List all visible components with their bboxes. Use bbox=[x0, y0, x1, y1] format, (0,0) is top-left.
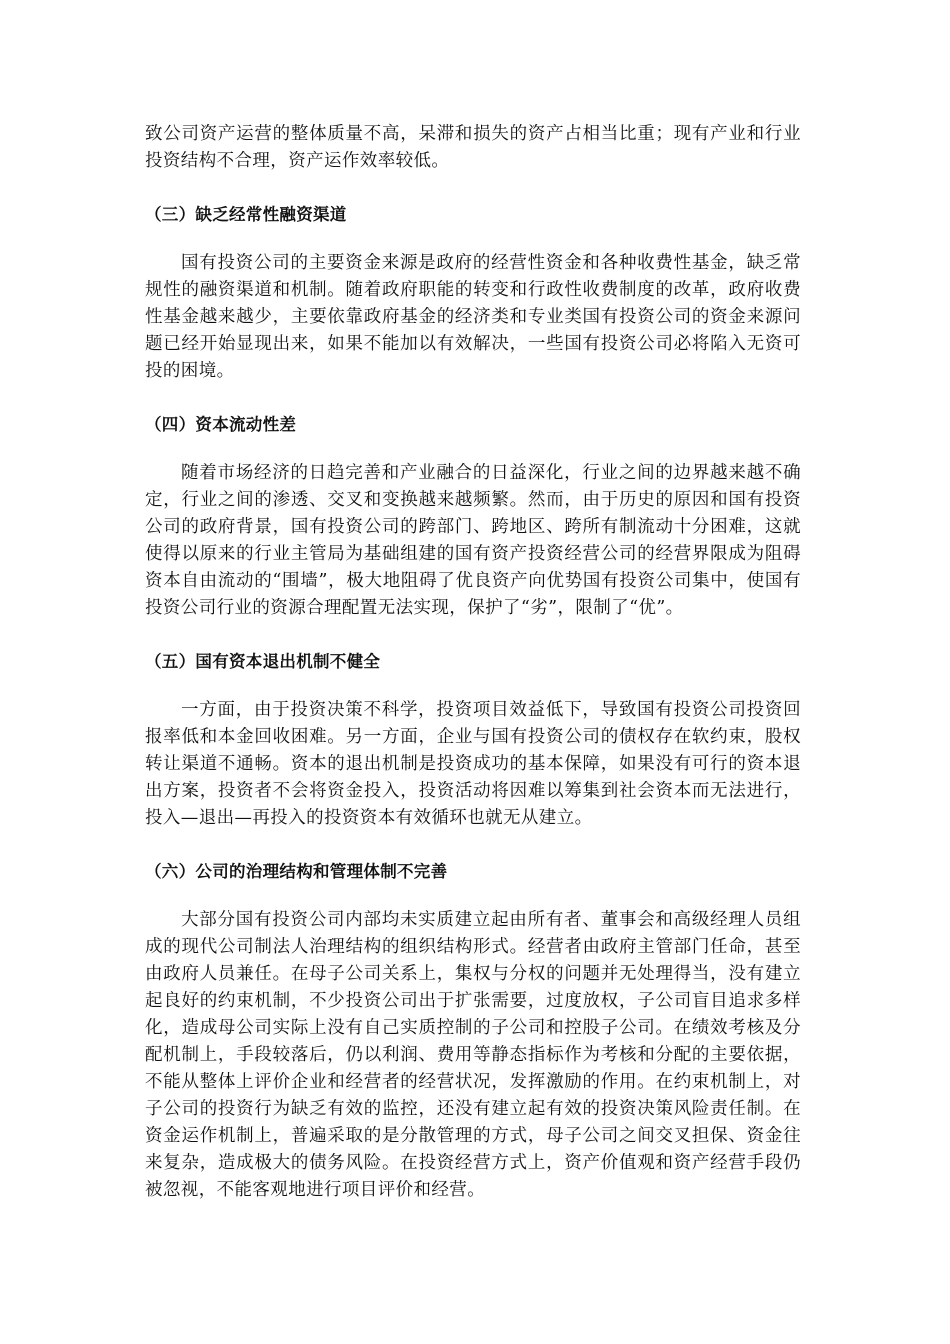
section-heading-3: （三）缺乏经常性融资渠道 bbox=[145, 205, 347, 224]
document-page bbox=[145, 121, 801, 1204]
section-body-6: 大部分国有投资公司内部均未实质建立起由所有者、董事会和高级经理人员组成的现代公司制法人治理结构的组织结构形式。经营者由政府主管部门任命，甚至由政府人员兼任。在母子公司关系上，集权与分权的问题并无处理得当，没有建立起良好的约束机制，不少投资公司出于扩张需要，过度放权，子公司盲目追求多样化，造成母公司实际上没有自己实质控制的子公司和控股子公司。在绩效考核及分配机制上，手段较落后，仍以利润、费用等静态指标作为考核和分配的主要依据，不能从整体上评价企业和经营者的经营状况，发挥激励的作用。在约束机制上，对子公司的投资行为缺乏有效的监控，还没有建立起有效的投资决策风险责任制。在资金运作机制上，普遍采取的是分散管理的方式，母子公司之间交叉担保、资金往来复杂，造成极大的债务风险。在投资经营方式上，资产价值观和资产经营手段仍被忽视，不能客观地进行项目评价和经营。 bbox=[145, 910, 801, 1200]
section-heading-5: （五）国有资本退出机制不健全 bbox=[145, 652, 381, 671]
section-heading-6: （六）公司的治理结构和管理体制不完善 bbox=[145, 862, 448, 881]
section-body-5: 一方面，由于投资决策不科学，投资项目效益低下，导致国有投资公司投资回报率低和本金回收困难。另一方面，企业与国有投资公司的债权存在软约束，股权转让渠道不通畅。资本的退出机制是投资成功的基本保障，如果没有可行的资本退出方案，投资者不会将资金投入，投资活动将因难以筹集到社会资本而无法进行，投入—退出—再投入的投资资本有效循环也就无从建立。 bbox=[145, 700, 801, 828]
section-body-3: 国有投资公司的主要资金来源是政府的经营性资金和各种收费性基金，缺乏常规性的融资渠道和机制。随着政府职能的转变和行政性收费制度的改革，政府收费性基金越来越少，主要依靠政府基金的经济类和专业类国有投资公司的资金来源问题已经开始显现出来，如果不能加以有效解决，一些国有投资公司必将陷入无资可投的困境。 bbox=[145, 253, 801, 381]
intro-paragraph: 致公司资产运营的整体质量不高，呆滞和损失的资产占相当比重；现有产业和行业投资结构不合理，资产运作效率较低。 bbox=[145, 124, 801, 171]
section-heading-4: （四）资本流动性差 bbox=[145, 415, 297, 434]
section-body-4: 随着市场经济的日趋完善和产业融合的日益深化，行业之间的边界越来越不确定，行业之间的渗透、交叉和变换越来越频繁。然而，由于历史的原因和国有投资公司的政府背景，国有投资公司的跨部门、跨地区、跨所有制流动十分困难，这就使得以原来的行业主管局为基础组建的国有资产投资经营公司的经营界限成为阻碍资本自由流动的“围墙”，极大地阻碍了优良资产向优势国有投资公司集中，使国有投资公司行业的资源合理配置无法实现，保护了“劣”，限制了“优”。 bbox=[145, 463, 801, 618]
